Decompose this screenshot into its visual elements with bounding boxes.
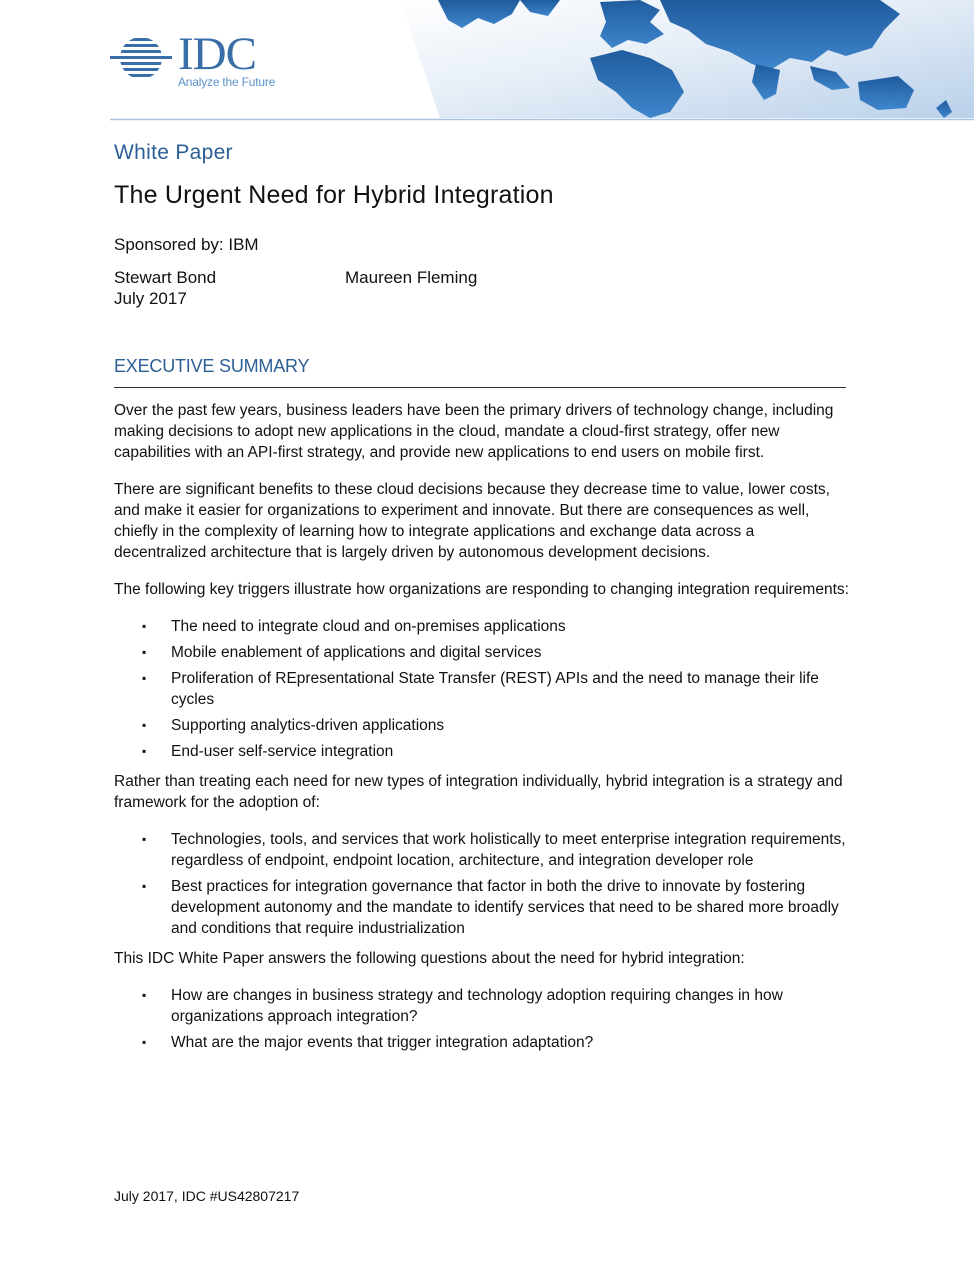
bullet-icon: ▪: [142, 1035, 147, 1049]
paragraph: Over the past few years, business leaders have been the primary drivers of technology change, including making decisions to adopt new applications in the cloud, mandate a cloud-first strategy, offer new capabilities with an API-first strategy, and provide new applications to end users on mobile first.: [114, 402, 834, 461]
list-item-text: Best practices for integration governance that factor in both the drive to innovate by fostering development autonomy and the mandate to identify services that need to be shared more broadly and conditions that require industrialization: [171, 878, 839, 937]
idc-globe-icon: [110, 36, 172, 80]
list-item-text: How are changes in business strategy and technology adoption requiring changes in how organizations approach integration?: [171, 987, 783, 1025]
bullet-icon: ▪: [142, 671, 147, 685]
author-name: Stewart Bond: [114, 268, 217, 287]
list-item: [114, 829, 849, 871]
bullet-list-triggers: [114, 616, 849, 762]
document-title: The Urgent Need for Hybrid Integration: [114, 181, 554, 209]
idc-logo-tagline: Analyze the Future: [178, 75, 276, 89]
section-heading: EXECUTIVE SUMMARY: [114, 356, 310, 376]
list-item-text: The need to integrate cloud and on-premises applications: [171, 618, 566, 635]
document-type: White Paper: [114, 141, 233, 164]
publication-date: July 2017: [114, 289, 187, 308]
bullet-icon: ▪: [142, 879, 147, 893]
bullet-list-framework: [114, 829, 849, 939]
idc-logo-text: IDC: [178, 28, 256, 80]
list-item-text: Technologies, tools, and services that work holistically to meet enterprise integration requirements, regardless of endpoint, endpoint location, architecture, and integration developer role: [171, 831, 846, 869]
bullet-list-questions: [114, 985, 849, 1053]
list-item: [114, 616, 849, 637]
list-item: [114, 715, 849, 736]
bullet-icon: ▪: [142, 832, 147, 846]
list-item-text: Proliferation of REpresentational State Transfer (REST) APIs and the need to manage their life cycles: [171, 670, 819, 708]
bullet-icon: ▪: [142, 718, 147, 732]
paragraph: Rather than treating each need for new types of integration individually, hybrid integration is a strategy and framework for the adoption of:: [114, 773, 843, 811]
paragraph: There are significant benefits to these cloud decisions because they decrease time to value, lower costs, and make it easier for organizations to experiment and innovate. But there are consequences as well, chiefly in the complexity of learning how to integrate applications and exchange data across a decentralized architecture that is largely driven by autonomous development decisions.: [114, 481, 830, 561]
list-item-text: End-user self-service integration: [171, 743, 394, 760]
sponsor-line: Sponsored by: IBM: [114, 235, 259, 254]
paragraph: The following key triggers illustrate how organizations are responding to changing integration requirements:: [114, 581, 849, 598]
list-item: [114, 668, 849, 710]
author-name: Maureen Fleming: [345, 268, 478, 287]
list-item: [114, 876, 849, 939]
list-item: [114, 985, 849, 1027]
body-text: [114, 400, 849, 1062]
bullet-icon: ▪: [142, 619, 147, 633]
list-item-text: What are the major events that trigger integration adaptation?: [171, 1034, 594, 1051]
page-footer: July 2017, IDC #US42807217: [114, 1188, 300, 1204]
paragraph: This IDC White Paper answers the following questions about the need for hybrid integration:: [114, 950, 745, 967]
bullet-icon: ▪: [142, 988, 147, 1002]
bullet-icon: ▪: [142, 744, 147, 758]
list-item: [114, 741, 849, 762]
bullet-icon: ▪: [142, 645, 147, 659]
list-item-text: Supporting analytics-driven applications: [171, 717, 445, 734]
list-item: [114, 642, 849, 663]
list-item: [114, 1032, 849, 1053]
list-item-text: Mobile enablement of applications and digital services: [171, 644, 542, 661]
section-divider: [114, 387, 846, 388]
